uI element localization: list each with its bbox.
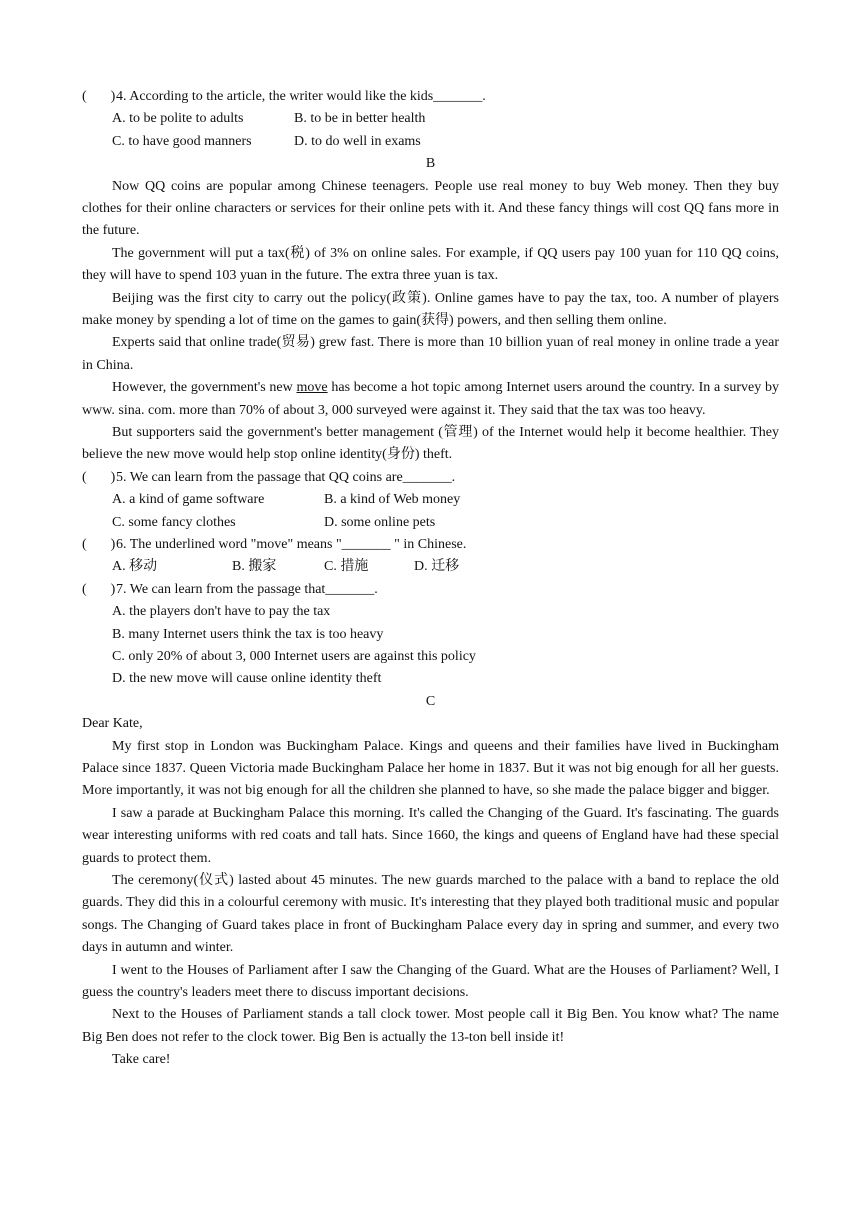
- paragraph-5-text-after: has become a hot topic among Internet users around the country. In a survey by www. sina. com. more than 70% of about 3, 000 surveyed were against it. They said that the tax was too heavy.: [82, 380, 779, 418]
- question-4-options-row-2: [82, 131, 779, 153]
- question-4-options-row-1: [82, 108, 779, 130]
- option-d: D. some online pets: [324, 514, 436, 530]
- option-b: B. to be in better health: [294, 111, 426, 127]
- document-page: [82, 86, 779, 1072]
- letter-greeting: Dear Kate,: [82, 716, 143, 732]
- section-c-paragraph-2: I saw a parade at Buckingham Palace this morning. It's called the Changing of the Guard. It's fascinating. The guards wear interesting uniforms with red coats and tall hats. Since 1660, the kings and queens of England have had these special guards to protect them.: [82, 805, 779, 866]
- section-c-paragraph-1: My first stop in London was Buckingham Palace. Kings and queens and their families have lived in Buckingham Palace since 1837. Queen Victoria made Buckingham Palace her home in 1837. But it was not big enough for all her guests. More importantly, it was not big enough for all the children she planned to have, so she made the palace bigger and bigger.: [82, 738, 779, 799]
- option-d: D. to do well in exams: [294, 133, 421, 149]
- question-4-stem: 4. According to the article, the writer would like the kids_______.: [116, 89, 486, 104]
- underlined-word-move: move: [296, 380, 328, 396]
- question-5-stem: 5. We can learn from the passage that QQ coins are_______.: [116, 469, 456, 485]
- section-b-paragraph-2: The government will put a tax(税) of 3% on online sales. For example, if QQ users pay 100 yuan for 110 QQ coins, they will have to spend 103 yuan in the future. The extra three yuan is tax.: [82, 245, 779, 284]
- section-b-heading: B: [425, 156, 436, 172]
- section-c-paragraph-4: I went to the Houses of Parliament after I saw the Changing of the Guard. What are the Houses of Parliament? Well, I guess the country's leaders meet there to discuss important decisions.: [82, 962, 779, 1000]
- option-a: A. 移动: [112, 559, 158, 575]
- section-b-paragraph-1: Now QQ coins are popular among Chinese teenagers. People use real money to buy Web money. Then they buy clothes for their online characters or services for their online pets with it. And these fancy things will cost QQ fans more in the future.: [82, 178, 779, 239]
- section-b-paragraph-3: Beijing was the first city to carry out the policy(政策). Online games have to pay the tax, too. A number of players make money by spending a lot of time on the games to gain(获得) powers, and then selling them online.: [82, 290, 779, 328]
- question-5-options-row-2: [82, 512, 779, 534]
- paren-open: (: [82, 89, 87, 104]
- answer-blank[interactable]: [82, 86, 116, 108]
- paragraph-5-text-before: However, the government's new: [112, 380, 297, 396]
- option-b: B. a kind of Web money: [324, 492, 461, 508]
- answer-blank[interactable]: ( ): [82, 469, 116, 485]
- paren-close: ): [110, 89, 116, 104]
- section-b-paragraph-4: Experts said that online trade(贸易) grew fast. There is more than 10 billion yuan of real money in online trade a year in China.: [82, 335, 779, 373]
- answer-blank[interactable]: ( ): [82, 581, 116, 597]
- question-5: [82, 467, 779, 489]
- section-b-paragraph-6: But supporters said the government's better management (管理) of the Internet would help it become healthier. They believe the new move would help stop online identity(身份) theft.: [82, 425, 779, 463]
- question-5-options-row-1: [82, 489, 779, 511]
- question-7: [82, 579, 779, 601]
- section-c-paragraph-3: The ceremony(仪式) lasted about 45 minutes. The new guards marched to the palace with a band to replace the old guards. They did this in a colourful ceremony with music. It's interesting that they played both traditional music and popular songs. The Changing of Guard takes place in front of Buckingham Palace every day in spring and summer, and every two days in autumn and winter.: [82, 872, 779, 956]
- option-a: A. to be polite to adults: [112, 111, 244, 127]
- question-6-options: [82, 556, 779, 578]
- option-a: A. a kind of game software: [112, 492, 265, 508]
- option-c: C. only 20% of about 3, 000 Internet users are against this policy: [112, 648, 476, 664]
- option-c: C. to have good manners: [112, 133, 252, 149]
- option-d: D. 迁移: [414, 559, 460, 575]
- option-d: D. the new move will cause online identity theft: [112, 671, 382, 687]
- question-6-stem: 6. The underlined word "move" means "_______ " in Chinese.: [116, 537, 467, 553]
- letter-closing: Take care!: [112, 1052, 171, 1068]
- option-c: C. some fancy clothes: [112, 514, 236, 530]
- section-c-heading: C: [425, 693, 436, 709]
- option-b: B. many Internet users think the tax is too heavy: [112, 626, 384, 642]
- section-c-paragraph-5: Next to the Houses of Parliament stands a tall clock tower. Most people call it Big Ben. You know what? The name Big Ben does not refer to the clock tower. Big Ben is actually the 13-ton bell inside it!: [82, 1007, 779, 1045]
- question-4: [82, 86, 779, 108]
- option-c: C. 措施: [324, 559, 369, 575]
- section-b-paragraph-5: [82, 377, 779, 422]
- answer-blank[interactable]: ( ): [82, 537, 116, 553]
- option-a: A. the players don't have to pay the tax: [112, 604, 331, 620]
- question-7-stem: 7. We can learn from the passage that_______.: [116, 581, 378, 597]
- option-b: B. 搬家: [232, 559, 277, 575]
- question-6: [82, 534, 779, 556]
